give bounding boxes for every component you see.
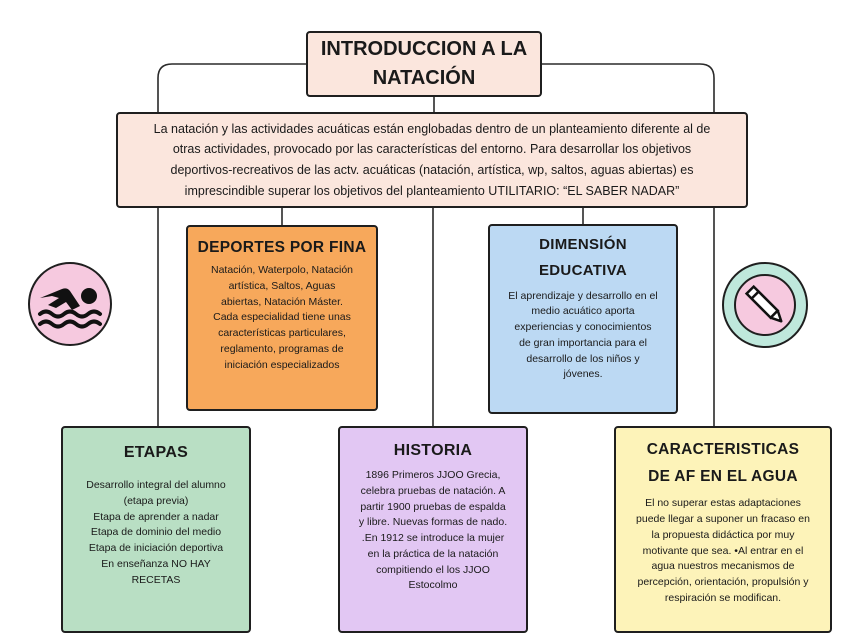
text-line: Etapa de aprender a nadar (93, 510, 219, 523)
deportes-text (211, 263, 353, 373)
text-line: percepción, orientación, propulsión y (637, 576, 809, 588)
text-line: .En 1912 se introduce la mujer (361, 532, 505, 544)
text-line: iniciación especializados (224, 358, 340, 371)
text-line: agua nuestros mecanismos de (651, 560, 795, 573)
text-line: El aprendizaje y desarrollo en el (508, 289, 658, 302)
title-line-2: NATACIÓN (372, 67, 476, 89)
intro-line-1: La natación y las actividades acuáticas están englobadas dentro de un planteamiento diferente al de (153, 121, 711, 136)
intro-line-3: deportivos-recreativos de las actv. acuáticas (natación, artística, wp, saltos, aguas abiertas) es (170, 163, 694, 177)
text-line: medio acuático aporta (531, 305, 635, 318)
text-line: puede llegar a suponer un fracaso en (636, 513, 810, 525)
etapas-box (61, 426, 251, 633)
text-line: abiertas, Natación Máster. (221, 295, 343, 308)
dimension-title-line-2: EDUCATIVA (539, 262, 627, 280)
text-line: Estocolmo (408, 579, 458, 592)
dimension-title-line-1: DIMENSIÓN (539, 236, 627, 253)
caracteristicas-box (614, 426, 832, 633)
historia-box (338, 426, 528, 633)
caracteristicas-title-line-2: DE AF EN EL AGUA (648, 468, 798, 486)
intro-line-4: imprescindible superar los objetivos del planteamiento UTILITARIO: “EL SABER NADAR” (184, 183, 680, 198)
text-line: características particulares, (218, 327, 346, 339)
dimension-text (508, 289, 657, 384)
text-line: Desarrollo integral del alumno (86, 479, 226, 491)
text-line: En enseñanza NO HAY (101, 557, 211, 570)
dimension-box (488, 224, 678, 414)
text-line: la propuesta didáctica por muy (651, 528, 795, 541)
text-line: motivante que sea. •Al entrar en el (642, 544, 804, 557)
text-line: Etapa de dominio del medio (90, 526, 222, 539)
intro-line-2: otras actividades, provocado por las características del entorno. Para desarrollar los objetivos (172, 142, 692, 157)
text-line: en la práctica de la natación (367, 547, 499, 560)
text-line: Natación, Waterpolo, Natación (210, 264, 354, 276)
historia-text (359, 468, 507, 594)
text-line: compitiendo el los JJOO (376, 563, 490, 576)
title-box (306, 31, 542, 97)
text-line: y libre. Nuevas formas de nado. (358, 516, 508, 529)
etapas-text (86, 478, 226, 588)
text-line: experiencias y conocimientos (514, 321, 652, 333)
text-line: partir 1900 pruebas de espalda (360, 500, 506, 513)
deportes-box (186, 225, 378, 411)
text-line: artística, Saltos, Aguas (228, 279, 336, 292)
text-line: respiración se modifican. (664, 591, 782, 604)
text-line: reglamento, programas de (220, 342, 344, 355)
text-line: celebra pruebas de natación. A (360, 484, 506, 497)
caracteristicas-title (647, 436, 800, 490)
caracteristicas-title-line-1: CARACTERISTICAS (646, 441, 800, 458)
text-line: (etapa previa) (123, 494, 189, 507)
caracteristicas-text (636, 496, 810, 606)
text-line: 1896 Primeros JJOO Grecia, (365, 469, 501, 481)
text-line: Etapa de iniciación deportiva (88, 542, 224, 554)
etapas-title: ETAPAS (123, 444, 189, 461)
text-line: Cada especialidad tiene unas (213, 311, 351, 324)
text-line: desarrollo de los niños y (526, 352, 640, 365)
pencil-icon (720, 260, 810, 350)
text-line: de gran importancia para el (519, 336, 647, 349)
text-line: El no superar estas adaptaciones (645, 497, 801, 510)
text-line: jóvenes. (563, 368, 603, 381)
deportes-title: DEPORTES POR FINA (197, 239, 367, 256)
historia-title: HISTORIA (393, 442, 473, 459)
intro-box (116, 112, 748, 208)
title-line-1: INTRODUCCION A LA (320, 38, 528, 60)
swimmer-icon (26, 260, 114, 348)
dimension-title (539, 232, 627, 285)
text-line: RECETAS (131, 573, 181, 586)
